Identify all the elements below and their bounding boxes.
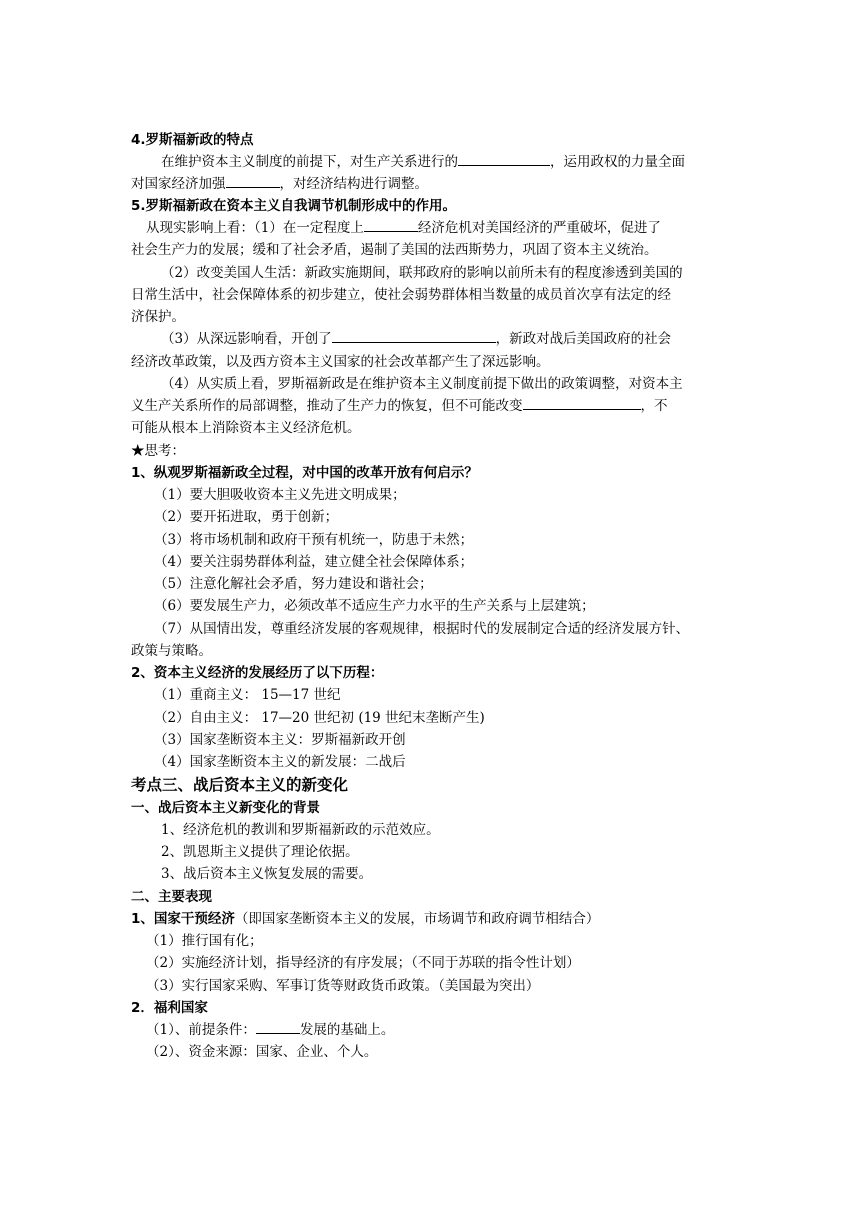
list-item: 政策与策略。	[131, 643, 212, 659]
background-item: 2、凯恩斯主义提供了理论依据。	[161, 844, 359, 860]
section-4-line-2: 对国家经济加强 ，对经济结构进行调整。	[131, 173, 731, 195]
section-4-title: 4.罗斯福新政的特点	[131, 132, 254, 148]
section-5-line-4: 日常生活中，社会保障体系的初步建立，使社会弱势群体相当数量的成员首次享有法定的经	[131, 287, 671, 303]
section-5-line-2: 社会生产力的发展；缓和了社会矛盾，遏制了美国的法西斯势力，巩固了资本主义统治。	[131, 242, 658, 258]
section-5-line-5: 济保护。	[131, 309, 185, 325]
list-item: （6）要发展生产力，必须改革不适应生产力水平的生产关系与上层建筑；	[154, 598, 595, 614]
fill-blank	[523, 395, 641, 410]
stage-item: （3）国家垄断资本主义：罗斯福新政开创	[154, 732, 406, 748]
point-1-line: 1、国家干预经济（即国家垄断资本主义的发展，市场调节和政府调节相结合）	[131, 911, 600, 927]
fill-blank	[364, 217, 418, 232]
kp3-heading-2: 二、主要表现	[131, 889, 212, 905]
section-5-line-7: 经济改革政策，以及西方资本主义国家的社会改革都产生了深远影响。	[131, 354, 550, 370]
think-question-2: 2、资本主义经济的发展经历了以下历程：	[131, 665, 384, 681]
point-1-item: （1）推行国有化；	[146, 933, 263, 949]
list-item: （1）要大胆吸收资本主义先进文明成果；	[154, 487, 406, 503]
section-5-line-3: （2）改变美国人生活：新政实施期间，联邦政府的影响以前所未有的程度渗透到美国的	[161, 265, 683, 281]
list-item: （7）从国情出发，尊重经济发展的客观规律，根据时代的发展制定合适的经济发展方针、	[154, 621, 690, 637]
point-2-title: 2．福利国家	[131, 1000, 208, 1016]
kp3-title: 考点三、战后资本主义的新变化	[131, 776, 349, 794]
think-label: ★思考：	[131, 443, 185, 459]
list-item: （5）注意化解社会矛盾，努力建设和谐社会；	[154, 576, 433, 592]
list-item: （3）将市场机制和政府干预有机统一，防患于未然；	[154, 532, 474, 548]
stage-item: （1）重商主义： 15—17 世纪	[154, 687, 341, 703]
point-1-item: （2）实施经济计划，指导经济的有序发展；（不同于苏联的指令性计划）	[146, 955, 580, 971]
list-item: （2）要开拓进取，勇于创新；	[154, 509, 339, 525]
point-1-item: （3）实行国家采购、军事订货等财政货币政策。（美国最为突出）	[146, 978, 540, 994]
fill-blank	[332, 328, 496, 343]
kp3-heading-1: 一、战后资本主义新变化的背景	[131, 800, 320, 816]
fill-blank	[226, 173, 280, 188]
fill-blank	[256, 1019, 300, 1034]
think-question-1: 1、纵观罗斯福新政全过程，对中国的改革开放有何启示？	[131, 465, 478, 481]
section-5-line-9: 义生产关系所作的局部调整，推动了生产力的恢复，但不可能改变 ，不	[131, 395, 731, 417]
section-5-line-10: 可能从根本上消除资本主义经济危机。	[131, 420, 361, 436]
section-5-title: 5.罗斯福新政在资本主义自我调节机制形成中的作用。	[131, 198, 457, 214]
section-5-line-8: （4）从实质上看，罗斯福新政是在维护资本主义制度前提下做出的政策调整，对资本主	[161, 376, 683, 392]
background-item: 1、经济危机的教训和罗斯福新政的示范效应。	[161, 822, 440, 838]
background-item: 3、战后资本主义恢复发展的需要。	[161, 866, 373, 882]
section-4-line-1: 在维护资本主义制度的前提下，对生产关系进行的 ，运用政权的力量全面	[161, 151, 761, 173]
section-5-line-1: 从现实影响上看：（1）在一定程度上 经济危机对美国经济的严重破坏，促进了	[146, 217, 746, 239]
point-2-line-1: （1）、前提条件： 发展的基础上。	[146, 1019, 746, 1041]
list-item: （4）要关注弱势群体利益，建立健全社会保障体系；	[154, 554, 474, 570]
stage-item: （4）国家垄断资本主义的新发展：二战后	[154, 754, 406, 770]
stage-item: （2）自由主义： 17—20 世纪初 (19 世纪末垄断产生)	[154, 710, 485, 726]
point-2-line-2: （2）、资金来源：国家、企业、个人。	[146, 1044, 378, 1060]
fill-blank	[458, 151, 550, 166]
section-5-line-6: （3）从深远影响看，开创了 ，新政对战后美国政府的社会	[161, 328, 761, 350]
